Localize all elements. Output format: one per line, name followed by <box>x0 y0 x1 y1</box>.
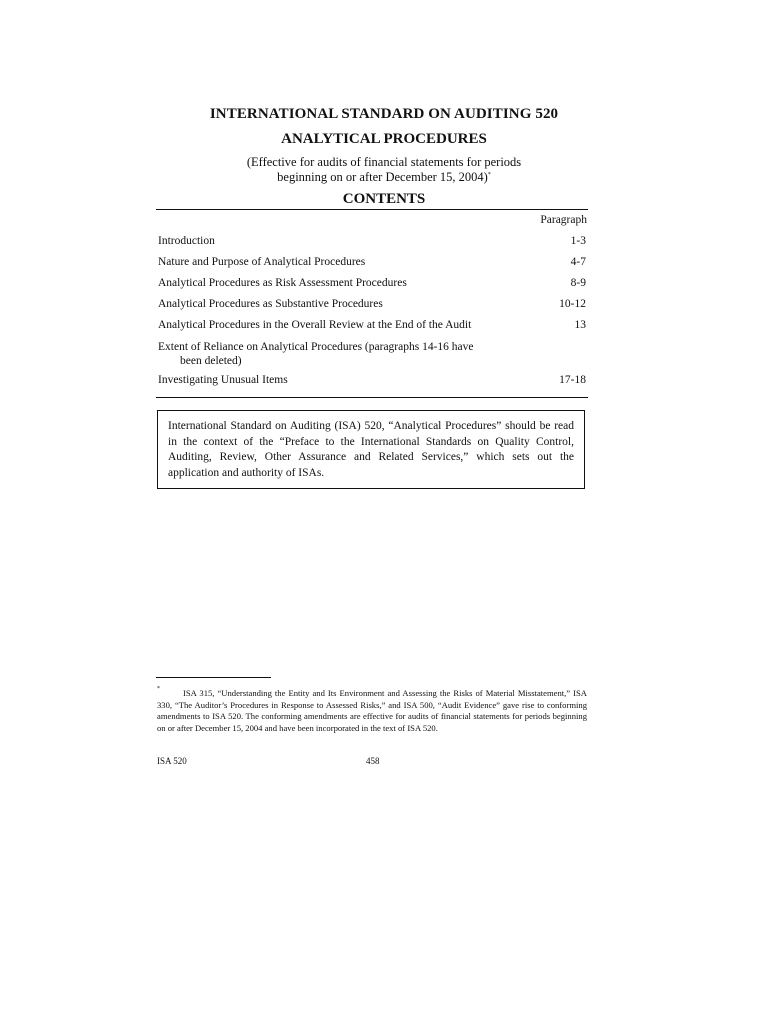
toc-item-extent-of-reliance[interactable] <box>158 340 588 374</box>
toc-item-introduction[interactable] <box>158 235 588 256</box>
toc-item-paragraph: 4-7 <box>570 256 586 268</box>
effective-line-2-text: beginning on or after December 15, 2004) <box>277 170 488 184</box>
footnote-text: ISA 315, “Understanding the Entity and Its Environment and Assessing the Risks of Material Misstatement,” ISA 330, “The Auditor’s Procedures in Response to Assessed Risks,” and ISA 500, “Audit Evidence” gave rise to conforming amendments to ISA 520. The conforming amendments are effective for audits of financial statements for periods beginning on or after December 15, 2004 and have been incorporated in the text of ISA 520. <box>157 688 587 733</box>
toc-item-paragraph: 10-12 <box>559 298 586 310</box>
contents-bottom-rule <box>156 397 588 398</box>
toc-item-label <box>158 340 518 368</box>
footer-page-number: 458 <box>366 756 380 766</box>
page-title: INTERNATIONAL STANDARD ON AUDITING 520 <box>209 106 559 122</box>
toc-item-substantive-procedures[interactable] <box>158 298 588 319</box>
preface-notice-box: International Standard on Auditing (ISA) 520, “Analytical Procedures” should be read in the context of the “Preface to the International Standards on Quality Control, Auditing, Review, Other Assurance and Related Services,” which sets out the application and authority of ISAs. <box>157 410 585 489</box>
footnote-mark: * <box>157 686 160 692</box>
contents-heading: CONTENTS <box>342 191 426 207</box>
toc-item-label-line-1: Extent of Reliance on Analytical Procedures (paragraphs 14-16 have <box>158 341 474 353</box>
table-of-contents <box>158 235 588 395</box>
footnote-reference-mark[interactable]: * <box>487 171 491 178</box>
toc-item-paragraph: 1-3 <box>570 235 586 247</box>
toc-item-risk-assessment[interactable] <box>158 277 588 298</box>
footer-standard-label: ISA 520 <box>157 756 187 766</box>
page-subtitle: ANALYTICAL PROCEDURES <box>281 131 487 147</box>
effective-date-note <box>0 155 768 185</box>
effective-line-2 <box>0 170 768 185</box>
toc-item-label: Analytical Procedures in the Overall Review at the End of the Audit ..... <box>158 319 540 331</box>
effective-line-1: (Effective for audits of financial statements for periods <box>246 155 522 169</box>
toc-item-label: Investigating Unusual Items ..... <box>158 374 540 386</box>
toc-item-unusual-items[interactable] <box>158 374 588 395</box>
paragraph-column-header: Paragraph <box>540 214 587 226</box>
toc-item-label: Analytical Procedures as Substantive Procedures ..... <box>158 298 540 310</box>
toc-item-label-line-2: been deleted) <box>180 355 242 367</box>
toc-item-overall-review[interactable] <box>158 319 588 340</box>
toc-item-nature-and-purpose[interactable] <box>158 256 588 277</box>
contents-top-rule <box>156 209 588 210</box>
toc-item-paragraph: 17-18 <box>559 374 586 386</box>
toc-item-label: Analytical Procedures as Risk Assessment Procedures ..... <box>158 277 540 289</box>
footnote-separator <box>156 677 271 678</box>
toc-item-paragraph: 8-9 <box>570 277 586 289</box>
toc-item-label: Nature and Purpose of Analytical Procedures ..... <box>158 256 540 268</box>
toc-item-label: Introduction ..... <box>158 235 540 247</box>
toc-item-paragraph: 13 <box>574 319 586 331</box>
